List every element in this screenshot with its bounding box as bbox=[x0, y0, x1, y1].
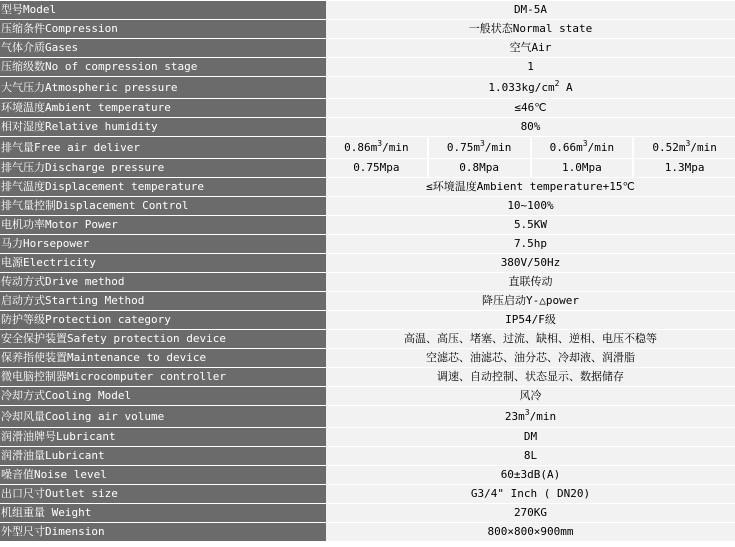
row-atmospheric-pressure bbox=[0, 77, 735, 98]
free-air-deliver-cell bbox=[429, 137, 530, 158]
lubricant-volume-label: 润滑油量Lubricant bbox=[0, 447, 326, 465]
row-outlet-size bbox=[0, 485, 735, 503]
lubricant-volume-value: 8L bbox=[326, 447, 735, 465]
cell-unit: /min bbox=[690, 141, 717, 154]
weight-label: 机组重量 Weight bbox=[0, 504, 326, 522]
model-label: 型号Model bbox=[0, 1, 326, 19]
cell-number: 0.52m bbox=[652, 141, 686, 154]
row-drive-method bbox=[0, 273, 735, 291]
cell-number: 0.66m bbox=[549, 141, 583, 154]
row-compression bbox=[0, 20, 735, 38]
atmospheric-pressure-exponent: 2 bbox=[554, 79, 560, 88]
discharge-pressure-cell: 1.0Mpa bbox=[532, 159, 633, 177]
atmospheric-pressure-unit: A bbox=[559, 81, 573, 94]
free-air-deliver-cell bbox=[326, 137, 427, 158]
row-gases bbox=[0, 39, 735, 57]
cell-exponent: 3 bbox=[582, 139, 588, 148]
row-noise-level bbox=[0, 466, 735, 484]
cooling-air-volume-number: 23m bbox=[504, 410, 525, 423]
row-relative-humidity bbox=[0, 118, 735, 136]
row-cooling-air-volume bbox=[0, 406, 735, 427]
dimension-value: 800×800×900mm bbox=[326, 523, 735, 541]
protection-category-label: 防护等级Protection category bbox=[0, 311, 326, 329]
displacement-control-value: 10~100% bbox=[326, 197, 735, 215]
cooling-air-volume-exponent: 3 bbox=[524, 408, 530, 417]
electricity-value: 380V/50Hz bbox=[326, 254, 735, 272]
row-ambient-temperature bbox=[0, 99, 735, 117]
discharge-pressure-label: 排气压力Discharge pressure bbox=[0, 159, 326, 177]
free-air-deliver-values bbox=[326, 137, 735, 158]
drive-method-label: 传动方式Drive method bbox=[0, 273, 326, 291]
horsepower-value: 7.5hp bbox=[326, 235, 735, 253]
row-displacement-temperature bbox=[0, 178, 735, 196]
protection-category-value: IP54/F级 bbox=[326, 311, 735, 329]
compression-label: 压缩条件Compression bbox=[0, 20, 326, 38]
cooling-air-volume-unit: /min bbox=[529, 410, 557, 423]
discharge-pressure-cell: 0.75Mpa bbox=[326, 159, 427, 177]
weight-value: 270KG bbox=[326, 504, 735, 522]
row-electricity bbox=[0, 254, 735, 272]
displacement-temperature-label: 排气温度Displacement temperature bbox=[0, 178, 326, 196]
model-value: DM-5A bbox=[326, 1, 735, 19]
row-free-air-deliver bbox=[0, 137, 735, 158]
row-model bbox=[0, 1, 735, 19]
atmospheric-pressure-value bbox=[326, 77, 735, 98]
outlet-size-label: 出口尺寸Outlet size bbox=[0, 485, 326, 503]
free-air-deliver-cell bbox=[532, 137, 633, 158]
relative-humidity-value: 80% bbox=[326, 118, 735, 136]
starting-method-label: 启动方式Starting Method bbox=[0, 292, 326, 310]
discharge-pressure-cell: 0.8Mpa bbox=[429, 159, 530, 177]
electricity-label: 电源Electricity bbox=[0, 254, 326, 272]
cell-unit: /min bbox=[382, 141, 409, 154]
outlet-size-value: G3/4" Inch ( DN20) bbox=[326, 485, 735, 503]
free-air-deliver-cell bbox=[634, 137, 735, 158]
row-starting-method bbox=[0, 292, 735, 310]
cell-unit: /min bbox=[484, 141, 512, 154]
gases-value: 空气Air bbox=[326, 39, 735, 57]
lubricant-brand-value: DM bbox=[326, 428, 735, 446]
cell-exponent: 3 bbox=[377, 139, 383, 148]
ambient-temperature-value: ≤46℃ bbox=[326, 99, 735, 117]
cooling-air-volume-label: 冷却风量Cooling air volume bbox=[0, 406, 326, 427]
maintenance-value: 空滤芯、油滤芯、油分芯、冷却液、润滑脂 bbox=[326, 349, 735, 367]
row-horsepower bbox=[0, 235, 735, 253]
horsepower-label: 马力Horsepower bbox=[0, 235, 326, 253]
cooling-model-label: 冷却方式Cooling Model bbox=[0, 387, 326, 405]
safety-protection-value: 高温、高压、堵塞、过流、缺相、逆相、电压不稳等 bbox=[326, 330, 735, 348]
row-discharge-pressure bbox=[0, 159, 735, 177]
gases-label: 气体介质Gases bbox=[0, 39, 326, 57]
row-protection-category bbox=[0, 311, 735, 329]
cell-exponent: 3 bbox=[480, 139, 485, 148]
relative-humidity-label: 相对湿度Relative humidity bbox=[0, 118, 326, 136]
row-microcomputer-controller bbox=[0, 368, 735, 386]
row-weight bbox=[0, 504, 735, 522]
atmospheric-pressure-label: 大气压力Atmospheric pressure bbox=[0, 77, 326, 98]
cell-number: 0.86m bbox=[344, 141, 378, 154]
row-dimension bbox=[0, 523, 735, 541]
cell-exponent: 3 bbox=[685, 139, 691, 148]
displacement-temperature-value: ≤环境温度Ambient temperature+15℃ bbox=[326, 178, 735, 196]
safety-protection-label: 安全保护装置Safety protection device bbox=[0, 330, 326, 348]
motor-power-label: 电机功率Motor Power bbox=[0, 216, 326, 234]
dimension-label: 外型尺寸Dimension bbox=[0, 523, 326, 541]
cooling-model-value: 风冷 bbox=[326, 387, 735, 405]
starting-method-value: 降压启动Y-△power bbox=[326, 292, 735, 310]
motor-power-value: 5.5KW bbox=[326, 216, 735, 234]
row-safety-protection bbox=[0, 330, 735, 348]
compression-stage-value: 1 bbox=[326, 58, 735, 76]
row-lubricant-brand bbox=[0, 428, 735, 446]
noise-level-value: 60±3dB(A) bbox=[326, 466, 735, 484]
free-air-deliver-label: 排气量Free air deliver bbox=[0, 137, 326, 158]
noise-level-label: 噪音值Noise level bbox=[0, 466, 326, 484]
lubricant-brand-label: 润滑油牌号Lubricant bbox=[0, 428, 326, 446]
row-lubricant-volume bbox=[0, 447, 735, 465]
cell-unit: /min bbox=[587, 141, 615, 154]
atmospheric-pressure-number: 1.033kg/cm bbox=[488, 81, 555, 94]
microcomputer-controller-label: 微电脑控制器Microcomputer controller bbox=[0, 368, 326, 386]
microcomputer-controller-value: 调速、自动控制、状态显示、数据储存 bbox=[326, 368, 735, 386]
maintenance-label: 保养指使装置Maintenance to device bbox=[0, 349, 326, 367]
discharge-pressure-cell: 1.3Mpa bbox=[634, 159, 735, 177]
row-maintenance bbox=[0, 349, 735, 367]
displacement-control-label: 排气量控制Displacement Control bbox=[0, 197, 326, 215]
row-displacement-control bbox=[0, 197, 735, 215]
row-compression-stage bbox=[0, 58, 735, 76]
compression-value: 一般状态Normal state bbox=[326, 20, 735, 38]
cell-number: 0.75m bbox=[446, 141, 481, 154]
cooling-air-volume-value bbox=[326, 406, 735, 427]
drive-method-value: 直联传动 bbox=[326, 273, 735, 291]
ambient-temperature-label: 环境温度Ambient temperature bbox=[0, 99, 326, 117]
discharge-pressure-values bbox=[326, 159, 735, 177]
row-motor-power bbox=[0, 216, 735, 234]
compression-stage-label: 压缩级数No of compression stage bbox=[0, 58, 326, 76]
row-cooling-model bbox=[0, 387, 735, 405]
